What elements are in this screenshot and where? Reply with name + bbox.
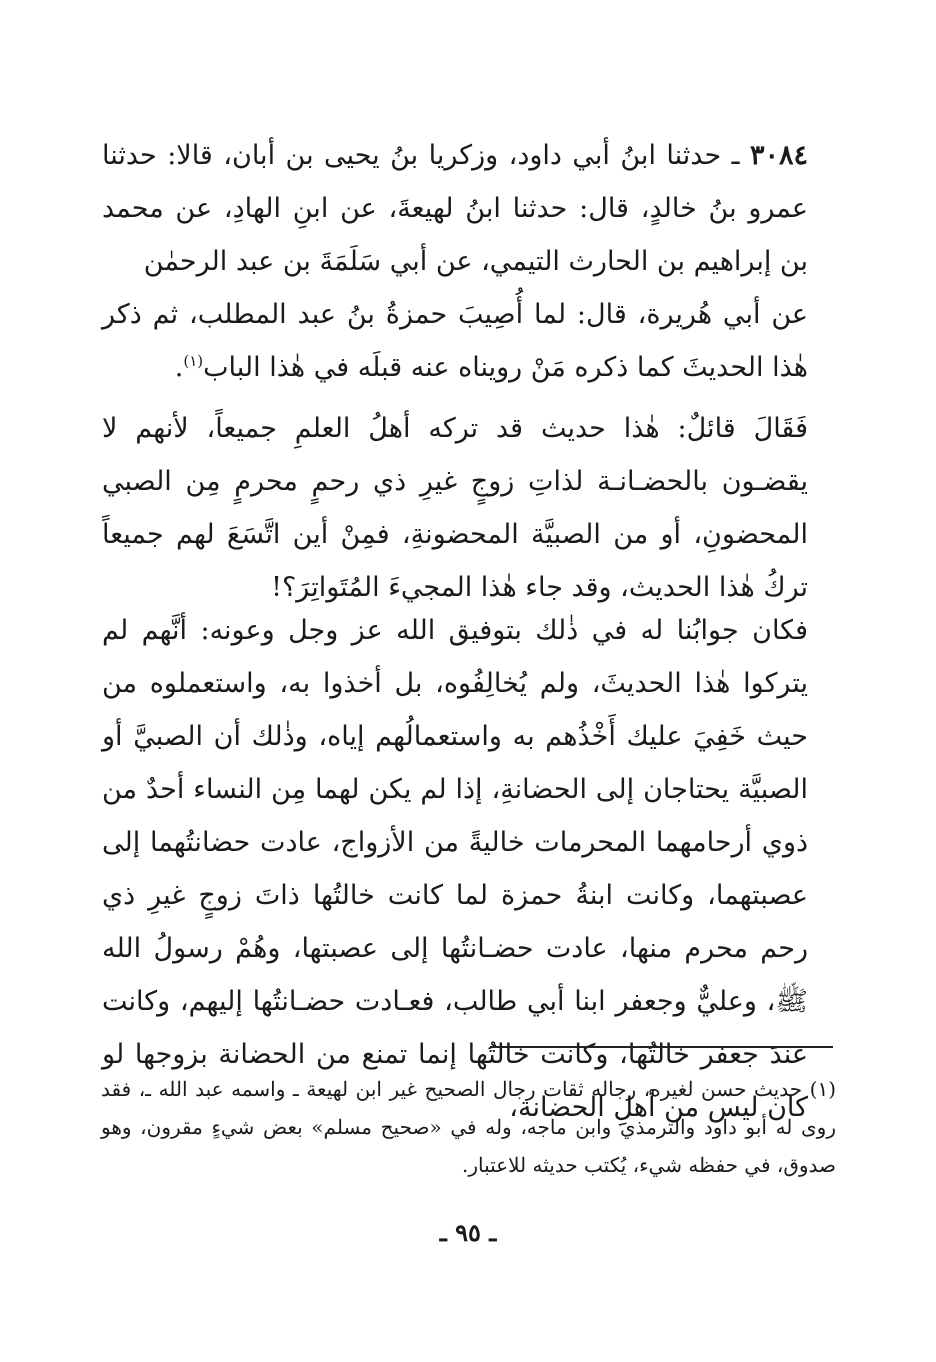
footnote-reference: (١) (183, 352, 204, 370)
answer-paragraph (102, 604, 808, 1134)
objection-paragraph (102, 402, 808, 614)
hadith-number: ٣٠٨٤ (749, 140, 808, 171)
narration-text: عن أبي هُريرة، قال: لما أُصِيبَ حمزةُ بنُ عبد المطلب، ثم ذكر هٰذا الحديثَ كما ذكره مَنْ رويناه عنه قبلَه في هٰذا الباب (102, 299, 808, 383)
answer-text: فكان جوابُنا له في ذٰلك بتوفيق الله عز وجل وعونه: أنَّهم لم يتركوا هٰذا الحديثَ، ولم يُخالِفُوه، بل أخذوا به، واستعملوه من حيث خَفِيَ عليك أَخْذُهم به واستعمالُهم إياه، وذٰلك أن الصبيَّ أو الصبيَّة يحتاجان إلى الحضانةِ، إذا لم يكن لهما مِن النساء أحدٌ من ذوي أرحامهما المحرمات خاليةً من الأزواج، عادت حضانتُهما إلى عصبتهما، وكانت ابنةُ حمزة لما كانت خالتُها ذاتَ زوجٍ غيرِ ذي رحم محرم منها، عادت حضـانتُها إلى عصبتها، وهُمْ رسولُ الله ﷺ، وعليٌّ وجعفر ابنا أبي طالب، فعـادت حضـانتُها إليهم، وكانت عندَ جعفر خالتُها، وكانت خالتُها إنما تمنع من الحضانة بزوجها لو كان ليس من أهلِ الحضانة، (102, 615, 808, 1123)
narration-paragraph (102, 288, 808, 394)
hadith-text: ـ حدثنا ابنُ أبي داود، وزكريا بنُ يحيى بن أبان، قالا: حدثنا عمرو بنُ خالدٍ، قال: حدثنا ابنُ لهيعةَ، عن ابنِ الهادِ، عن محمد بن إبراهيم بن الحارث التيمي، عن أبي سَلَمَةَ بن عبد الرحمٰن (102, 140, 808, 277)
footnote-divider (490, 1046, 833, 1048)
narration-end: . (174, 352, 184, 383)
footnote-text: (١) حديث حسن لغيره، رجاله ثقات رجال الصحيح غير ابن لهيعة ـ واسمه عبد الله ـ، فقد روى له أبو داود والترمذي وابن ماجه، وله في «صحيح مسلم» بعض شيءٍ مقرون، وهو صدوق، في حفظه شيء، يُكتب حديثه للاعتبار. (101, 1077, 837, 1177)
objection-text: فَقَالَ قائلٌ: هٰذا حديث قد تركه أهلُ العلمِ جميعاً، لأنهم لا يقضـون بالحضـانـة لذاتِ زوجٍ غيرِ ذي رحمٍ محرمٍ مِن الصبي المحضونِ، أو من الصبيَّة المحضونةِ، فمِنْ أين اتَّسَعَ لهم جميعاً تركُ هٰذا الحديث، وقد جاء هٰذا المجيءَ المُتَواتِرَ؟! (102, 413, 808, 603)
hadith-paragraph (102, 129, 808, 288)
page-number: ـ ٩٥ ـ (439, 1218, 497, 1247)
footnote (101, 1070, 836, 1184)
